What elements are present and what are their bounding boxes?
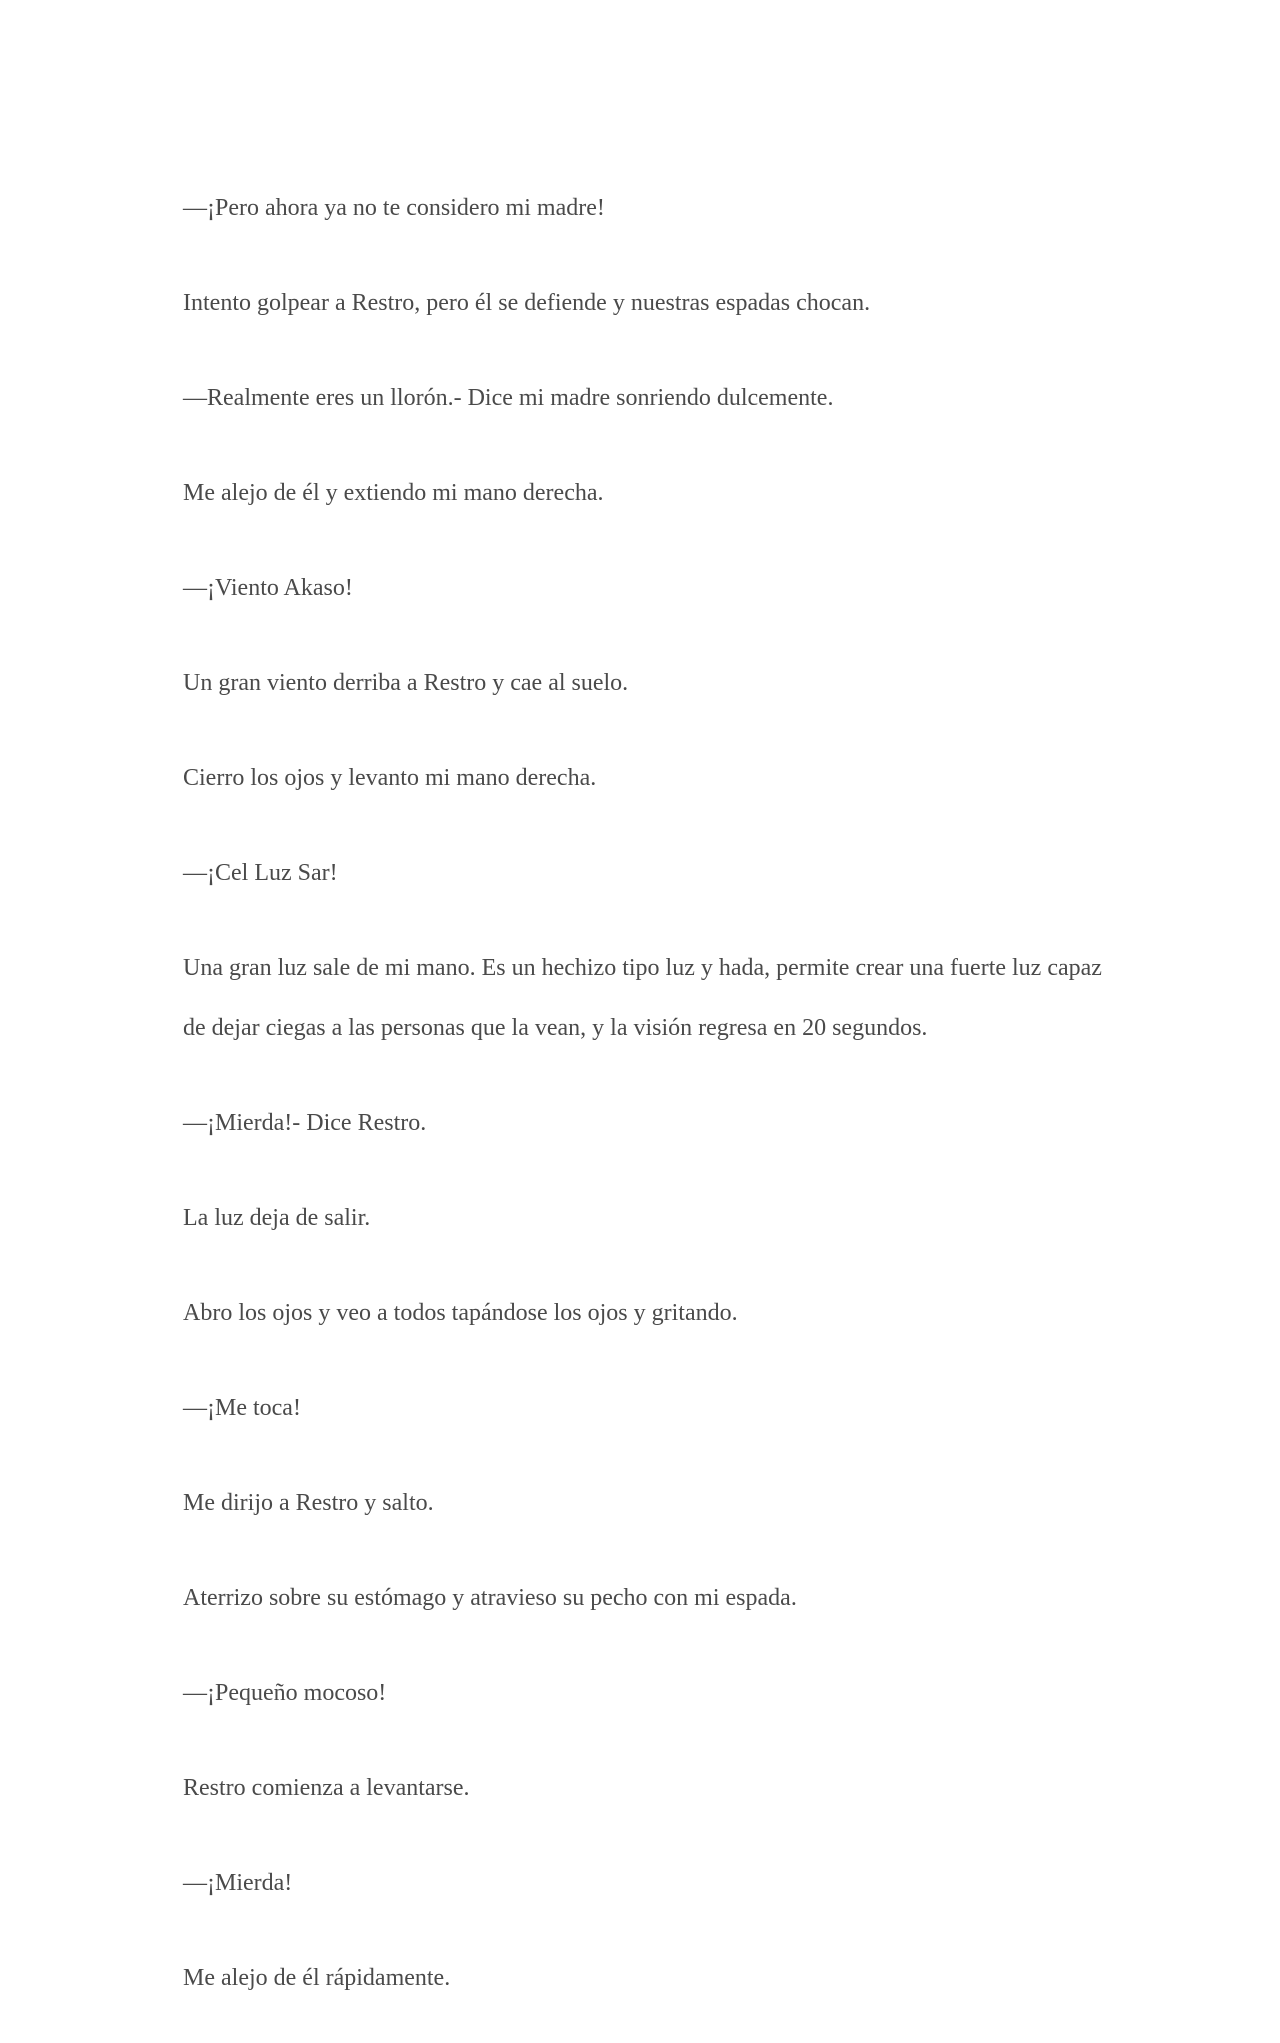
paragraph: —¡Pero ahora ya no te considero mi madre!: [183, 195, 605, 221]
paragraph: Una gran luz sale de mi mano. Es un hechizo tipo luz y hada, permite crear una fuerte luz capaz de dejar ciegas a las personas que la vean, y la visión regresa en 20 segundos.: [183, 955, 1102, 1041]
paragraph: Me dirijo a Restro y salto.: [183, 1490, 434, 1516]
paragraph: Restro comienza a levantarse.: [183, 1775, 470, 1801]
paragraph: Un gran viento derriba a Restro y cae al suelo.: [183, 670, 629, 696]
paragraph: Me alejo de él rápidamente.: [183, 1965, 451, 1991]
paragraph: Aterrizo sobre su estómago y atravieso su pecho con mi espada.: [183, 1585, 797, 1611]
paragraph: Intento golpear a Restro, pero él se defiende y nuestras espadas chocan.: [183, 290, 871, 316]
paragraph: —¡Mierda!: [183, 1870, 293, 1896]
paragraph: —¡Mierda!- Dice Restro.: [183, 1110, 427, 1136]
document-body: [183, 178, 1103, 2043]
paragraph: Me alejo de él y extiendo mi mano derecha.: [183, 480, 604, 506]
paragraph: La luz deja de salir.: [183, 1205, 371, 1231]
paragraph: —¡Me toca!: [183, 1395, 301, 1421]
paragraph: Abro los ojos y veo a todos tapándose los ojos y gritando.: [183, 1300, 738, 1326]
paragraph: —Realmente eres un llorón.- Dice mi madre sonriendo dulcemente.: [183, 385, 834, 411]
paragraph: —¡Pequeño mocoso!: [183, 1680, 387, 1706]
paragraph: —¡Cel Luz Sar!: [183, 860, 338, 886]
paragraph: —¡Viento Akaso!: [183, 575, 353, 601]
paragraph: Cierro los ojos y levanto mi mano derecha.: [183, 765, 597, 791]
